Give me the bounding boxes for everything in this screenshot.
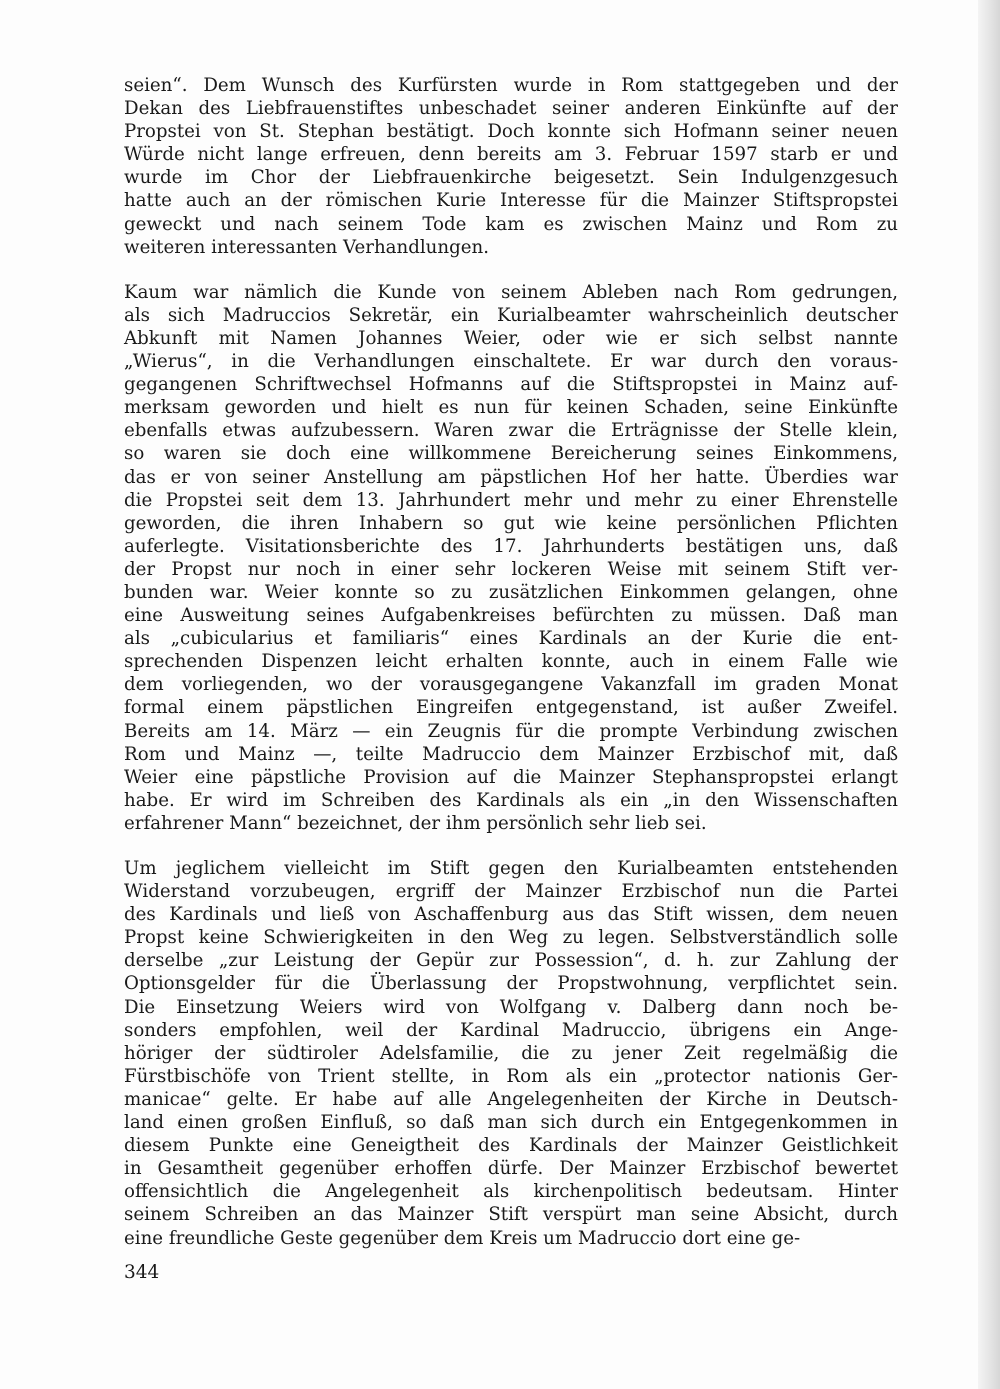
text-line: diesem Punkte eine Geneigtheit des Kardinals der Mainzer Geistlichkeit <box>124 1135 898 1157</box>
text-line: geweckt und nach seinem Tode kam es zwischen Mainz und Rom zu <box>124 213 898 235</box>
text-line: in Gesamtheit gegenüber erhoffen dürfe. Der Mainzer Erzbischof bewertet <box>124 1158 898 1180</box>
text-line: sonders empfohlen, weil der Kardinal Madruccio, übrigens ein Ange- <box>124 1019 898 1041</box>
text-line: so waren sie doch eine willkommene Bereicherung seines Einkommens, <box>124 443 898 465</box>
text-line: erfahrener Mann“ bezeichnet, der ihm persönlich sehr lieb sei. <box>124 812 707 834</box>
page-edge-shadow <box>978 0 1000 1389</box>
text-line: das er von seiner Anstellung am päpstlichen Hof her hatte. Überdies war <box>124 466 898 488</box>
text-line: Die Einsetzung Weiers wird von Wolfgang v. Dalberg dann noch be- <box>124 996 898 1018</box>
text-line: der Propst nur noch in einer sehr lockeren Weise mit seinem Stift ver- <box>124 558 898 580</box>
text-line: Propst keine Schwierigkeiten in den Weg zu legen. Selbstverständlich solle <box>124 927 898 949</box>
text-line: höriger der südtiroler Adelsfamilie, die zu jener Zeit regelmäßig die <box>124 1042 898 1064</box>
text-line: Widerstand vorzubeugen, ergriff der Mainzer Erzbischof nun die Partei <box>124 881 898 903</box>
text-line: Abkunft mit Namen Johannes Weier, oder wie er sich selbst nannte <box>124 327 898 349</box>
text-line: wurde im Chor der Liebfrauenkirche beigesetzt. Sein Indulgenzgesuch <box>124 167 898 189</box>
text-line: „Wierus“, in die Verhandlungen einschaltete. Er war durch den voraus- <box>124 351 898 373</box>
text-line: auferlegte. Visitationsberichte des 17. Jahrhunderts bestätigen uns, daß <box>124 535 898 557</box>
text-line: Um jeglichem vielleicht im Stift gegen den Kurialbeamten entstehenden <box>124 858 898 879</box>
page-number: 344 <box>124 1262 160 1283</box>
text-line: hatte auch an der römischen Kurie Interesse für die Mainzer Stiftspropstei <box>124 190 898 212</box>
text-line: Dekan des Liebfrauenstiftes unbeschadet seiner anderen Einkünfte auf der <box>124 98 898 120</box>
text-line: land einen großen Einfluß, so daß man sich durch ein Entgegenkommen in <box>124 1112 898 1134</box>
text-line: weiteren interessanten Verhandlungen. <box>124 236 490 258</box>
text-line: derselbe „zur Leistung der Gepür zur Possession“, d. h. zur Zahlung der <box>124 950 898 972</box>
paragraph-1 <box>124 74 898 259</box>
paragraph-2 <box>124 281 898 835</box>
text-line: Optionsgelder für die Überlassung der Propstwohnung, verpflichtet sein. <box>124 973 898 995</box>
text-line: Weier eine päpstliche Provision auf die Mainzer Stephanspropstei erlangt <box>124 766 898 788</box>
text-line: bunden war. Weier konnte so zu zusätzlichen Einkommen gelangen, ohne <box>124 581 898 603</box>
body-text <box>124 74 898 1272</box>
text-line: Rom und Mainz —, teilte Madruccio dem Mainzer Erzbischof mit, daß <box>124 743 898 765</box>
text-line: Propstei von St. Stephan bestätigt. Doch konnte sich Hofmann seiner neuen <box>124 121 898 143</box>
text-line: offensichtlich die Angelegenheit als kirchenpolitisch bedeutsam. Hinter <box>124 1181 898 1203</box>
text-line: eine Ausweitung seines Aufgabenkreises befürchten zu müssen. Daß man <box>124 605 898 627</box>
text-line: manicae“ gelte. Er habe auf alle Angelegenheiten der Kirche in Deutsch- <box>124 1088 898 1110</box>
text-line: formal einem päpstlichen Eingreifen entgegenstand, ist außer Zweifel. <box>124 697 898 719</box>
text-line: die Propstei seit dem 13. Jahrhundert mehr und mehr zu einer Ehrenstelle <box>124 489 898 511</box>
text-line: gegangenen Schriftwechsel Hofmanns auf die Stiftspropstei in Mainz auf- <box>124 374 898 396</box>
text-line: Würde nicht lange erfreuen, denn bereits am 3. Februar 1597 starb er und <box>124 144 898 166</box>
text-line: geworden, die ihren Inhabern so gut wie keine persönlichen Pflichten <box>124 512 898 534</box>
text-line: sprechenden Dispenzen leicht erhalten konnte, auch in einem Falle wie <box>124 651 898 673</box>
text-line: Fürstbischöfe von Trient stellte, in Rom als ein „protector nationis Ger- <box>124 1065 898 1087</box>
text-line: Bereits am 14. März — ein Zeugnis für die prompte Verbindung zwischen <box>124 720 898 742</box>
text-line: des Kardinals und ließ von Aschaffenburg aus das Stift wissen, dem neuen <box>124 904 898 926</box>
text-line: als sich Madruccios Sekretär, ein Kurialbeamter wahrscheinlich deutscher <box>124 304 898 326</box>
text-line: seinem Schreiben an das Mainzer Stift verspürt man seine Absicht, durch <box>124 1204 898 1226</box>
text-line: merksam geworden und hielt es nun für keinen Schaden, seine Einkünfte <box>124 397 898 419</box>
text-line: ebenfalls etwas aufzubessern. Waren zwar die Erträgnisse der Stelle klein, <box>124 420 898 442</box>
text-line: Kaum war nämlich die Kunde von seinem Ableben nach Rom gedrungen, <box>124 281 898 303</box>
text-line: dem vorliegenden, wo der vorausgegangene Vakanzfall im graden Monat <box>124 674 898 696</box>
text-line: als „cubicularius et familiaris“ eines Kardinals an der Kurie die ent- <box>124 628 898 650</box>
paragraph-3 <box>124 857 898 1250</box>
text-line: seien“. Dem Wunsch des Kurfürsten wurde in Rom stattgegeben und der <box>124 75 898 96</box>
text-line: habe. Er wird im Schreiben des Kardinals als ein „in den Wissenschaften <box>124 789 898 811</box>
text-line: eine freundliche Geste gegenüber dem Kreis um Madruccio dort eine ge- <box>124 1227 801 1249</box>
